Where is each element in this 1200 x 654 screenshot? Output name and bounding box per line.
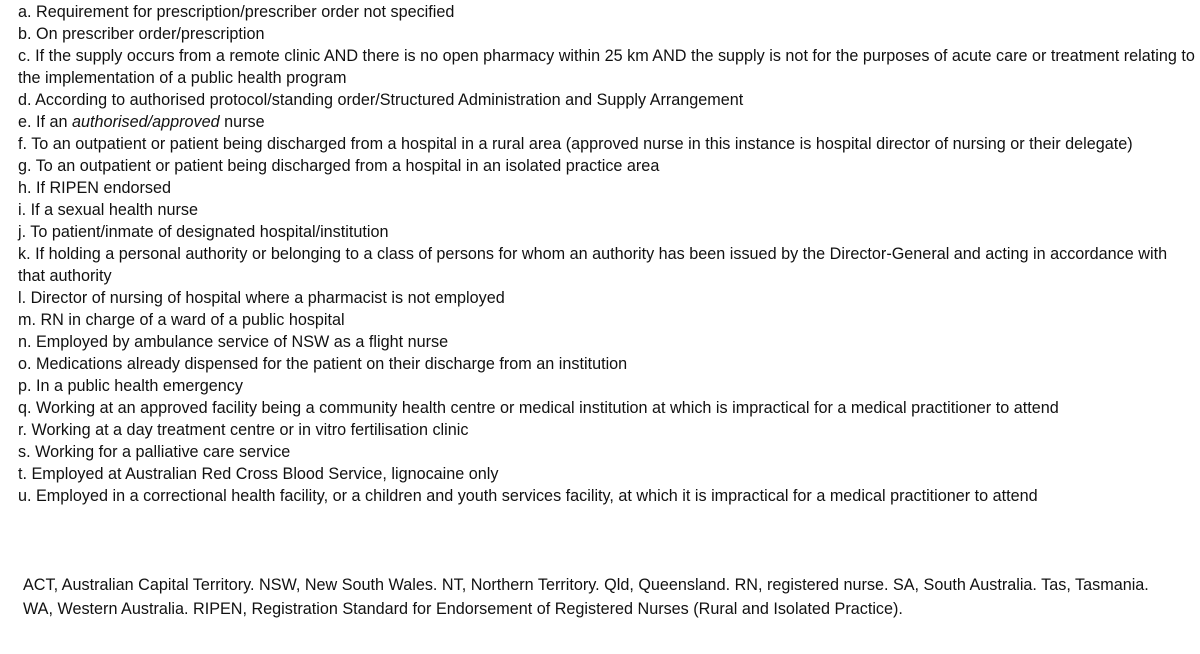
footnote-g: g. To an outpatient or patient being discharged from a hospital in an isolated practice area bbox=[18, 157, 660, 175]
footnote-list bbox=[18, 1, 1196, 507]
abbreviations-note: ACT, Australian Capital Territory. NSW, New South Wales. NT, Northern Territory. Qld, Queensland. RN, registered nurse. SA, South Australia. Tas, Tasmania. WA, Western Australia. RIPEN, Registration Standard for Endorsement of Registered Nurses (Rural and Isolated Practice). bbox=[23, 576, 1149, 618]
footnote-r: r. Working at a day treatment centre or in vitro fertilisation clinic bbox=[18, 421, 469, 439]
footnote-b: b. On prescriber order/prescription bbox=[18, 25, 265, 43]
footnote-e-suffix: nurse bbox=[219, 113, 265, 131]
footnote-q: q. Working at an approved facility being a community health centre or medical institution at which is impractical for a medical practitioner to attend bbox=[18, 399, 1059, 417]
footnote-o: o. Medications already dispensed for the patient on their discharge from an institution bbox=[18, 355, 628, 373]
footnote-d: d. According to authorised protocol/standing order/Structured Administration and Supply Arrangement bbox=[18, 91, 744, 109]
footnote-h: h. If RIPEN endorsed bbox=[18, 179, 171, 197]
footnote-a: a. Requirement for prescription/prescriber order not specified bbox=[18, 3, 455, 21]
footnote-i: i. If a sexual health nurse bbox=[18, 201, 198, 219]
footnote-k: k. If holding a personal authority or belonging to a class of persons for whom an authority has been issued by the Director-General and acting in accordance with that authority bbox=[18, 245, 1168, 285]
footnote-u: u. Employed in a correctional health facility, or a children and youth services facility, at which it is impractical for a medical practitioner to attend bbox=[18, 487, 1038, 505]
footnote-f: f. To an outpatient or patient being discharged from a hospital in a rural area (approved nurse in this instance is hospital director of nursing or their delegate) bbox=[18, 135, 1133, 153]
footnote-e-prefix: e. If an bbox=[18, 113, 72, 131]
footnote-m: m. RN in charge of a ward of a public hospital bbox=[18, 311, 345, 329]
footnote-n: n. Employed by ambulance service of NSW as a flight nurse bbox=[18, 333, 449, 351]
footnote-e-italic: authorised/approved bbox=[72, 113, 220, 131]
footnote-e bbox=[18, 111, 1196, 133]
footnote-t: t. Employed at Australian Red Cross Blood Service, lignocaine only bbox=[18, 465, 499, 483]
footnote-j: j. To patient/inmate of designated hospital/institution bbox=[18, 223, 389, 241]
footnote-c: c. If the supply occurs from a remote clinic AND there is no open pharmacy within 25 km AND the supply is not for the purposes of acute care or treatment relating to the implementation of a public health program bbox=[18, 47, 1195, 87]
footnote-p: p. In a public health emergency bbox=[18, 377, 243, 395]
footnote-s: s. Working for a palliative care service bbox=[18, 443, 291, 461]
footnote-l: l. Director of nursing of hospital where a pharmacist is not employed bbox=[18, 289, 505, 307]
